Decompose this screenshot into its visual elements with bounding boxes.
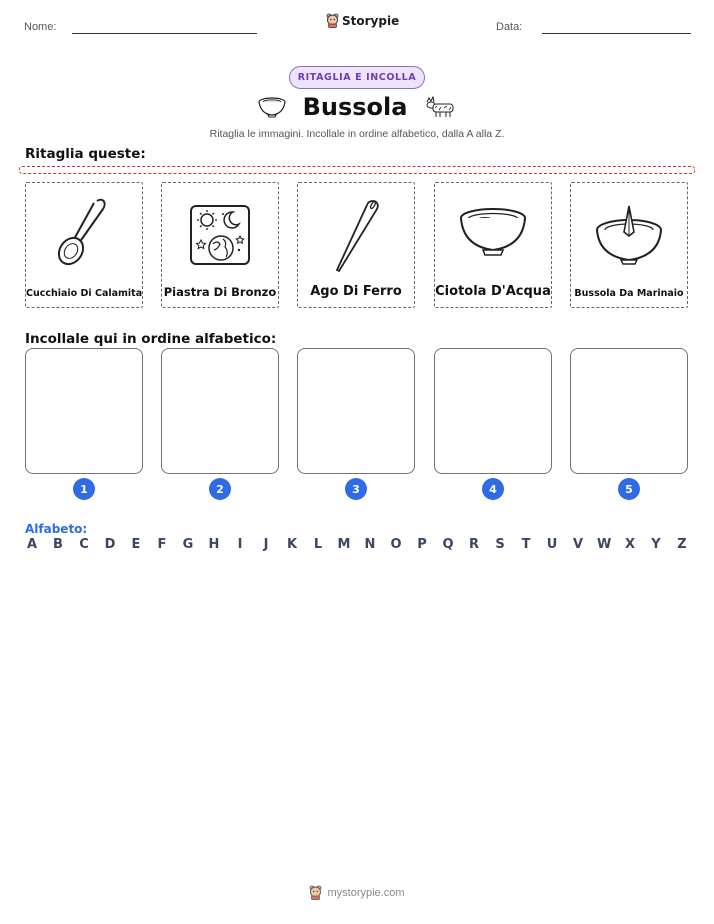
alphabet-letter: J [263, 537, 269, 552]
water-bowl-icon [453, 200, 533, 270]
cut-card[interactable] [25, 182, 143, 308]
alphabet-letter: X [624, 537, 636, 552]
page-title: Bussola [302, 93, 408, 121]
paste-slot[interactable] [161, 348, 279, 474]
bowl-icon [257, 96, 287, 118]
cut-heading: Ritaglia queste: [25, 146, 146, 162]
alphabet-letter: V [572, 537, 584, 552]
title-row [0, 93, 714, 121]
alphabet-letter: W [597, 537, 612, 552]
paste-slot[interactable] [434, 348, 552, 474]
bear-logo-icon [309, 885, 322, 900]
slot-number: 3 [345, 478, 367, 500]
slot-number: 5 [618, 478, 640, 500]
needle-icon [321, 195, 391, 275]
alphabet-letter: G [182, 537, 194, 552]
cut-card[interactable] [161, 182, 279, 308]
alphabet-letter: Q [442, 537, 454, 552]
name-label: Nome: [24, 21, 57, 33]
alphabet-letter: D [104, 537, 116, 552]
paste-slot[interactable] [570, 348, 688, 474]
alphabet-letter: C [79, 537, 89, 552]
cut-card[interactable] [570, 182, 688, 308]
alphabet-letter: U [546, 537, 558, 552]
cut-card[interactable] [297, 182, 415, 308]
cut-card-label: Ciotola D'Acqua [435, 284, 551, 299]
name-line[interactable] [72, 33, 257, 34]
alphabet-heading: Alfabeto: [25, 522, 88, 536]
cut-card-label: Cucchiaio Di Calamita [26, 288, 143, 299]
instructions: Ritaglia le immagini. Incollale in ordine alfabetico, dalla A alla Z. [209, 128, 505, 140]
cut-card-label: Bussola Da Marinaio [574, 288, 684, 299]
alphabet-letter: F [157, 537, 167, 552]
footer [0, 885, 714, 900]
slot-number: 1 [73, 478, 95, 500]
alphabet-letter: N [364, 537, 376, 552]
alphabet-letter: P [417, 537, 427, 552]
cut-card-label: Ago Di Ferro [310, 284, 402, 299]
cut-card-label: Piastra Di Bronzo [163, 285, 277, 299]
alphabet-letter: I [237, 537, 243, 552]
cut-line [19, 166, 695, 174]
alphabet-letter: O [390, 537, 402, 552]
slot-number: 4 [482, 478, 504, 500]
slot-number: 2 [209, 478, 231, 500]
cut-card[interactable] [434, 182, 552, 308]
alphabet-letter: Z [677, 537, 687, 552]
date-line[interactable] [542, 33, 691, 34]
paste-heading: Incollale qui in ordine alfabetico: [25, 331, 277, 347]
alphabet-letter: A [26, 537, 38, 552]
alphabet-letter: E [131, 537, 141, 552]
alphabet-letter: M [337, 537, 351, 552]
paste-slot[interactable] [297, 348, 415, 474]
alphabet-letter: L [313, 537, 323, 552]
paste-slot[interactable] [25, 348, 143, 474]
sun-moon-earth-icon [187, 202, 253, 268]
activity-badge: RITAGLIA E INCOLLA [289, 66, 425, 89]
moose-icon [423, 96, 457, 118]
footer-link[interactable]: mystorypie.com [327, 886, 405, 899]
alphabet-letter: R [468, 537, 479, 552]
alphabet-letter: Y [651, 537, 661, 552]
alphabet-row [25, 537, 689, 552]
date-label: Data: [496, 21, 523, 33]
alphabet-letter: B [53, 537, 63, 552]
brand-logo [326, 13, 399, 28]
alphabet-letter: K [286, 537, 298, 552]
alphabet-letter: T [521, 537, 531, 552]
alphabet-letter: S [495, 537, 505, 552]
brand-name: Storypie [342, 13, 400, 28]
alphabet-letter: H [208, 537, 220, 552]
spoon-icon [49, 195, 119, 275]
bear-logo-icon [326, 13, 339, 28]
compass-bowl-icon [589, 198, 669, 272]
